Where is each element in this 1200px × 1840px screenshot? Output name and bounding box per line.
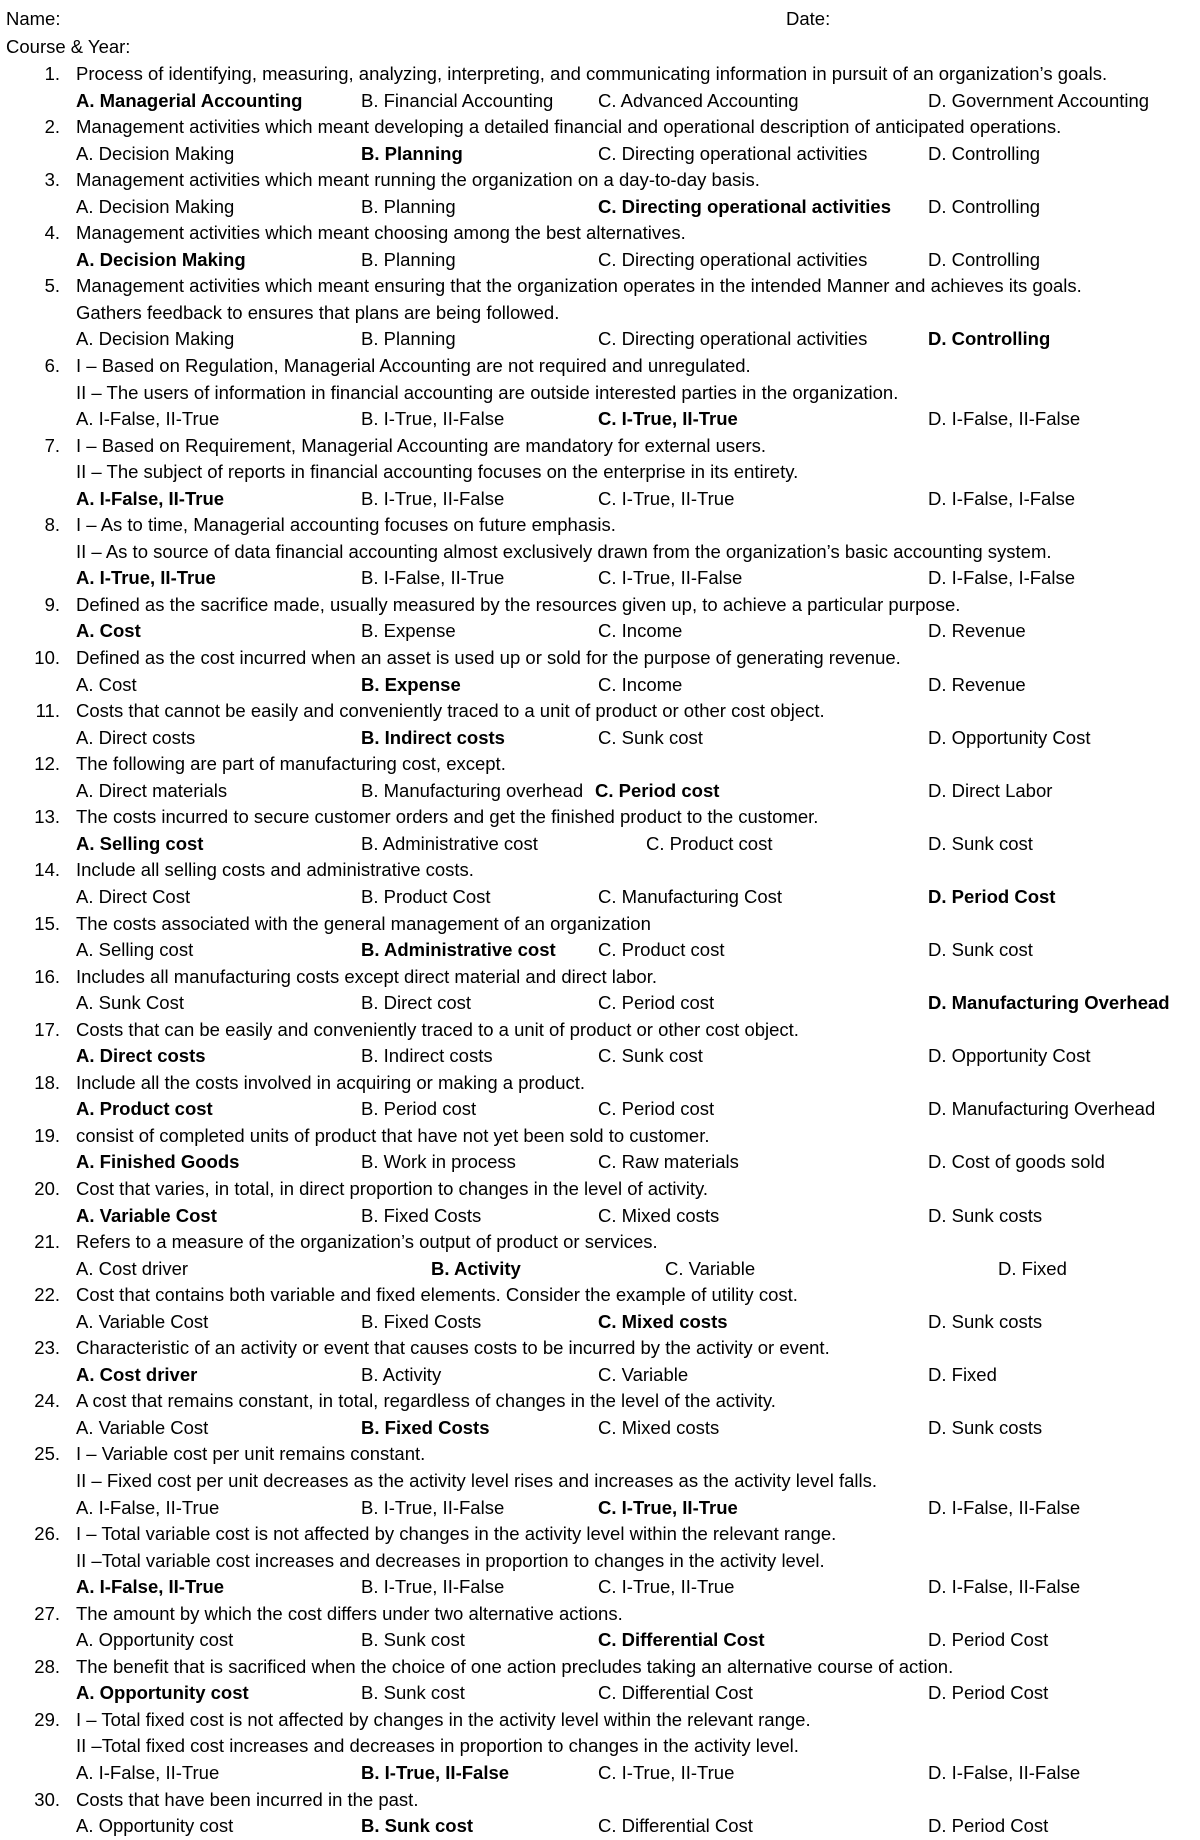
options-row <box>0 565 1200 592</box>
option-c: C. Directing operational activities <box>598 142 868 164</box>
question-text: II – As to source of data financial accounting almost exclusively drawn from the organization’s basic accounting system. <box>76 540 1052 562</box>
option-b: B. Administrative cost <box>361 832 538 854</box>
option-a-answer: A. I-False, II-True <box>76 487 225 509</box>
option-d: D. Sunk cost <box>928 939 1033 961</box>
options-row <box>0 247 1200 274</box>
question-text: Cost that varies, in total, in direct proportion to changes in the level of activity. <box>76 1177 709 1199</box>
question-stem-line <box>0 167 1200 194</box>
question-number: 13. <box>34 806 60 828</box>
question-text: I – Total variable cost is not affected by changes in the activity level within the relevant range. <box>76 1523 837 1545</box>
option-d: D. Revenue <box>928 620 1026 642</box>
question-number: 23. <box>34 1337 60 1359</box>
option-a: A. Opportunity cost <box>76 1629 234 1651</box>
option-a-answer: A. I-False, II-True <box>76 1576 225 1598</box>
option-c: C. I-True, II-False <box>598 567 743 589</box>
option-d: D. Sunk cost <box>928 832 1033 854</box>
question-stem-line <box>0 698 1200 725</box>
question-text: I – As to time, Managerial accounting focuses on future emphasis. <box>76 514 616 536</box>
question-text: The amount by which the cost differs under two alternative actions. <box>76 1602 623 1624</box>
option-d: D. I-False, I-False <box>928 567 1075 589</box>
option-c: C. Sunk cost <box>598 726 703 748</box>
question-text: Management activities which meant running the organization on a day-to-day basis. <box>76 169 760 191</box>
options-row <box>0 1362 1200 1389</box>
option-b: B. I-False, II-True <box>361 567 505 589</box>
question-number: 20. <box>34 1177 60 1199</box>
option-b: B. Work in process <box>361 1151 516 1173</box>
option-c: C. Differential Cost <box>598 1682 753 1704</box>
option-a: A. Variable Cost <box>76 1310 209 1332</box>
option-c: C. Product cost <box>646 832 773 854</box>
option-d: D. Opportunity Cost <box>928 1045 1091 1067</box>
question-number: 14. <box>34 859 60 881</box>
question-stem-line <box>0 220 1200 247</box>
question-number: 1. <box>44 63 60 84</box>
options-row <box>0 884 1200 911</box>
option-b: B. I-True, II-False <box>361 487 505 509</box>
options-row <box>0 1813 1200 1840</box>
question-number: 4. <box>44 222 60 244</box>
options-row <box>0 1680 1200 1707</box>
question-text: Management activities which meant developing a detailed financial and operational description of anticipated operations. <box>76 116 1062 138</box>
question-stem-line <box>0 1601 1200 1628</box>
option-a: A. I-False, II-True <box>76 1496 220 1518</box>
question-stem-line <box>0 804 1200 831</box>
option-a: A. Cost <box>76 673 137 695</box>
options-row <box>0 141 1200 168</box>
question-number: 24. <box>34 1390 60 1412</box>
option-d: D. Controlling <box>928 142 1041 164</box>
question-text: Costs that can be easily and conveniently traced to a unit of product or other cost object. <box>76 1018 799 1040</box>
option-a: A. Decision Making <box>76 195 235 217</box>
question-number: 17. <box>34 1018 60 1040</box>
options-row <box>0 1627 1200 1654</box>
question-item <box>0 1229 1200 1282</box>
option-c-answer: C. Mixed costs <box>598 1310 728 1332</box>
option-b: B. Direct cost <box>361 992 471 1014</box>
question-text: I – Total fixed cost is not affected by changes in the activity level within the relevant range. <box>76 1708 811 1730</box>
question-stem-line <box>0 1017 1200 1044</box>
option-d: D. I-False, II-False <box>928 408 1081 430</box>
option-a: A. Selling cost <box>76 939 194 961</box>
option-c: C. Sunk cost <box>598 1045 703 1067</box>
question-item <box>0 1282 1200 1335</box>
question-item <box>0 804 1200 857</box>
question-item <box>0 1017 1200 1070</box>
options-row <box>0 1149 1200 1176</box>
option-c: C. Product cost <box>598 939 725 961</box>
option-b-answer: B. Fixed Costs <box>361 1416 490 1438</box>
question-item <box>0 433 1200 513</box>
question-text: Characteristic of an activity or event that causes costs to be incurred by the activity or event. <box>76 1337 830 1359</box>
question-item <box>0 114 1200 167</box>
question-text: Management activities which meant choosing among the best alternatives. <box>76 222 686 244</box>
question-stem-line <box>0 857 1200 884</box>
question-number: 2. <box>44 116 60 138</box>
question-item <box>0 964 1200 1017</box>
options-row <box>0 1096 1200 1123</box>
option-a-answer: A. Direct costs <box>76 1045 206 1067</box>
question-item <box>0 512 1200 592</box>
option-d: D. Period Cost <box>928 1815 1049 1837</box>
option-d: D. I-False, II-False <box>928 1762 1081 1783</box>
option-b: B. Fixed Costs <box>361 1204 482 1226</box>
options-row <box>0 990 1200 1017</box>
option-c: C. Period cost <box>598 1098 715 1120</box>
option-a: A. Sunk Cost <box>76 992 184 1014</box>
name-label: Name: <box>6 8 61 29</box>
question-number: 7. <box>44 434 60 456</box>
option-b: B. Sunk cost <box>361 1629 465 1651</box>
course-year-label: Course & Year: <box>6 36 131 57</box>
question-text: Process of identifying, measuring, analyzing, interpreting, and communicating information in pursuit of an organization’s goals. <box>76 63 1108 84</box>
option-a: A. I-False, II-True <box>76 408 220 430</box>
option-a-answer: A. Decision Making <box>76 248 246 270</box>
option-d-answer: D. Manufacturing Overhead <box>928 992 1170 1014</box>
option-a-answer: A. I-True, II-True <box>76 567 216 589</box>
question-stem-line <box>0 1548 1200 1575</box>
option-a: A. Direct materials <box>76 779 228 801</box>
option-c-answer: C. I-True, II-True <box>598 408 738 430</box>
question-text: II – Fixed cost per unit decreases as the activity level rises and increases as the activity level falls. <box>76 1469 878 1491</box>
option-b-answer: B. Planning <box>361 142 463 164</box>
option-a: A. Decision Making <box>76 328 235 350</box>
option-d: D. Sunk costs <box>928 1416 1043 1438</box>
options-row <box>0 778 1200 805</box>
question-stem-line <box>0 911 1200 938</box>
option-c-answer: C. Directing operational activities <box>598 195 891 217</box>
question-item <box>0 1441 1200 1521</box>
question-number: 30. <box>34 1788 60 1810</box>
question-number: 21. <box>34 1231 60 1253</box>
question-text: II – The users of information in financial accounting are outside interested parties in the organization. <box>76 381 899 403</box>
option-c: C. Directing operational activities <box>598 248 868 270</box>
question-text: Include all selling costs and administrative costs. <box>76 859 474 881</box>
question-stem-line <box>0 1787 1200 1814</box>
question-stem-line <box>0 1654 1200 1681</box>
question-text: Costs that cannot be easily and conveniently traced to a unit of product or other cost object. <box>76 700 825 722</box>
question-item <box>0 751 1200 804</box>
option-d: D. Fixed <box>998 1257 1067 1279</box>
option-b: B. I-True, II-False <box>361 1496 505 1518</box>
option-d: D. Direct Labor <box>928 779 1053 801</box>
question-text: II –Total fixed cost increases and decreases in proportion to changes in the activity level. <box>76 1735 799 1757</box>
question-stem-line <box>0 1123 1200 1150</box>
option-b-answer: B. I-True, II-False <box>361 1762 510 1783</box>
question-text: Refers to a measure of the organization’s output of product or services. <box>76 1231 658 1253</box>
question-stem-line <box>0 380 1200 407</box>
question-text: I – Variable cost per unit remains constant. <box>76 1443 426 1465</box>
option-a: A. Direct costs <box>76 726 196 748</box>
option-b: B. Manufacturing overhead <box>361 779 584 801</box>
question-number: 15. <box>34 912 60 934</box>
question-text: Defined as the sacrifice made, usually measured by the resources given up, to achieve a particular purpose. <box>76 593 961 615</box>
question-stem-line <box>0 459 1200 486</box>
option-b: B. Expense <box>361 620 456 642</box>
option-b: B. Planning <box>361 328 456 350</box>
option-d: D. Sunk costs <box>928 1310 1043 1332</box>
question-stem-line <box>0 1282 1200 1309</box>
question-number: 8. <box>44 514 60 536</box>
option-d: D. I-False, II-False <box>928 1496 1081 1518</box>
options-row <box>0 1760 1200 1787</box>
question-item <box>0 1176 1200 1229</box>
option-a-answer: A. Cost driver <box>76 1363 198 1385</box>
question-text: The costs incurred to secure customer orders and get the finished product to the customer. <box>76 806 819 828</box>
question-item <box>0 1787 1200 1840</box>
option-b-answer: B. Sunk cost <box>361 1815 474 1837</box>
option-d: D. Revenue <box>928 673 1026 695</box>
question-text: The costs associated with the general management of an organization <box>76 912 651 934</box>
option-c: C. Advanced Accounting <box>598 89 799 111</box>
question-stem-line <box>0 1176 1200 1203</box>
option-c: C. I-True, II-True <box>598 1576 735 1598</box>
question-number: 10. <box>34 647 60 669</box>
question-number: 6. <box>44 355 60 377</box>
option-c: C. I-True, II-True <box>598 1762 735 1783</box>
option-d-answer: D. Period Cost <box>928 885 1056 907</box>
option-a-answer: A. Product cost <box>76 1098 213 1120</box>
question-number: 28. <box>34 1655 60 1677</box>
option-a: A. Variable Cost <box>76 1416 209 1438</box>
question-stem-line <box>0 1441 1200 1468</box>
question-stem-line <box>0 61 1200 88</box>
option-c: C. Directing operational activities <box>598 328 868 350</box>
question-text: Costs that have been incurred in the past. <box>76 1788 419 1810</box>
option-d: D. I-False, II-False <box>928 1576 1081 1598</box>
question-number: 11. <box>35 700 60 722</box>
question-number: 25. <box>34 1443 60 1465</box>
question-stem-line <box>0 751 1200 778</box>
option-a-answer: A. Selling cost <box>76 832 204 854</box>
option-c: C. Income <box>598 673 683 695</box>
option-c: C. Variable <box>665 1257 756 1279</box>
option-b: B. Sunk cost <box>361 1682 465 1704</box>
options-row <box>0 1043 1200 1070</box>
option-d: D. Period Cost <box>928 1682 1049 1704</box>
option-a-answer: A. Managerial Accounting <box>76 89 303 111</box>
question-stem-line <box>0 1388 1200 1415</box>
options-row <box>0 1203 1200 1230</box>
question-number: 3. <box>44 169 60 191</box>
question-text: consist of completed units of product that have not yet been sold to customer. <box>76 1124 710 1146</box>
question-stem-line <box>0 1707 1200 1734</box>
option-d: D. Controlling <box>928 248 1041 270</box>
question-item <box>0 645 1200 698</box>
option-d: D. Government Accounting <box>928 89 1150 111</box>
option-b: B. Planning <box>361 195 456 217</box>
option-b: B. Planning <box>361 248 456 270</box>
question-item <box>0 1123 1200 1176</box>
question-text: The following are part of manufacturing cost, except. <box>76 753 506 775</box>
option-d: D. Cost of goods sold <box>928 1151 1105 1173</box>
question-text: Includes all manufacturing costs except direct material and direct labor. <box>76 965 657 987</box>
option-a-answer: A. Variable Cost <box>76 1204 217 1226</box>
question-stem-line <box>0 433 1200 460</box>
question-number: 29. <box>34 1708 60 1730</box>
option-c-answer: C. Differential Cost <box>598 1629 765 1651</box>
option-d: D. Controlling <box>928 195 1041 217</box>
question-text: Defined as the cost incurred when an asset is used up or sold for the purpose of generating revenue. <box>76 647 901 669</box>
question-item <box>0 1388 1200 1441</box>
option-c: C. Mixed costs <box>598 1204 720 1226</box>
option-b-answer: B. Indirect costs <box>361 726 505 748</box>
question-text: Management activities which meant ensuring that the organization operates in the intended Manner and achieves its goals. <box>76 275 1082 297</box>
option-d: D. I-False, I-False <box>928 487 1075 509</box>
option-a: A. Opportunity cost <box>76 1815 234 1837</box>
option-d: D. Period Cost <box>928 1629 1049 1651</box>
option-c: C. Differential Cost <box>598 1815 753 1837</box>
options-row <box>0 486 1200 513</box>
question-number: 19. <box>34 1124 60 1146</box>
question-text: Gathers feedback to ensures that plans are being followed. <box>76 301 560 323</box>
option-c: C. Variable <box>598 1363 689 1385</box>
question-text: The benefit that is sacrificed when the choice of one action precludes taking an alternative course of action. <box>76 1655 954 1677</box>
question-stem-line <box>0 964 1200 991</box>
option-d: D. Fixed <box>928 1363 997 1385</box>
question-item <box>0 1601 1200 1654</box>
options-row <box>0 1415 1200 1442</box>
option-b-answer: B. Activity <box>431 1257 521 1279</box>
option-d: D. Opportunity Cost <box>928 726 1091 748</box>
option-d-answer: D. Controlling <box>928 328 1051 350</box>
question-number: 18. <box>34 1071 60 1093</box>
question-stem-line <box>0 273 1200 300</box>
options-row <box>0 1309 1200 1336</box>
option-b: B. Financial Accounting <box>361 89 554 111</box>
option-a: A. Direct Cost <box>76 885 191 907</box>
question-item <box>0 61 1200 114</box>
question-stem-line <box>0 300 1200 327</box>
options-row <box>0 1256 1200 1283</box>
question-item <box>0 1707 1200 1787</box>
question-number: 22. <box>34 1284 60 1306</box>
option-a: A. Decision Making <box>76 142 235 164</box>
question-stem-line <box>0 1468 1200 1495</box>
question-item <box>0 220 1200 273</box>
option-d: D. Sunk costs <box>928 1204 1043 1226</box>
options-row <box>0 618 1200 645</box>
question-stem-line <box>0 1335 1200 1362</box>
option-c: C. Period cost <box>598 992 715 1014</box>
option-a: A. I-False, II-True <box>76 1762 220 1783</box>
option-c-answer: C. I-True, II-True <box>598 1496 738 1518</box>
options-row <box>0 88 1200 115</box>
question-stem-line <box>0 1229 1200 1256</box>
question-number: 27. <box>34 1602 60 1624</box>
question-text: Cost that contains both variable and fixed elements. Consider the example of utility cost. <box>76 1284 798 1306</box>
options-row <box>0 194 1200 221</box>
question-item <box>0 911 1200 964</box>
question-stem-line <box>0 645 1200 672</box>
option-c-answer: C. Period cost <box>595 779 720 801</box>
question-stem-line <box>0 1070 1200 1097</box>
options-row <box>0 725 1200 752</box>
option-a-answer: A. Opportunity cost <box>76 1682 249 1704</box>
option-b: B. Fixed Costs <box>361 1310 482 1332</box>
option-d: D. Manufacturing Overhead <box>928 1098 1156 1120</box>
question-text: I – Based on Regulation, Managerial Accounting are not required and unregulated. <box>76 355 751 377</box>
options-row <box>0 937 1200 964</box>
question-item <box>0 1070 1200 1123</box>
option-b-answer: B. Administrative cost <box>361 939 556 961</box>
question-item <box>0 167 1200 220</box>
question-text: A cost that remains constant, in total, regardless of changes in the level of the activity. <box>76 1390 776 1412</box>
option-b-answer: B. Expense <box>361 673 461 695</box>
option-b: B. Indirect costs <box>361 1045 493 1067</box>
option-b: B. I-True, II-False <box>361 408 505 430</box>
option-b: B. Activity <box>361 1363 442 1385</box>
options-row <box>0 1574 1200 1601</box>
options-row <box>0 831 1200 858</box>
question-item <box>0 353 1200 433</box>
option-b: B. I-True, II-False <box>361 1576 505 1598</box>
question-item <box>0 273 1200 353</box>
option-b: B. Product Cost <box>361 885 491 907</box>
question-stem-line <box>0 353 1200 380</box>
question-number: 26. <box>34 1523 60 1545</box>
option-b: B. Period cost <box>361 1098 477 1120</box>
question-item <box>0 1335 1200 1388</box>
option-a: A. Cost driver <box>76 1257 189 1279</box>
option-c: C. Mixed costs <box>598 1416 720 1438</box>
options-row <box>0 672 1200 699</box>
option-c: C. Income <box>598 620 683 642</box>
question-list <box>0 61 1200 1840</box>
question-stem-line <box>0 539 1200 566</box>
question-number: 12. <box>34 753 60 775</box>
option-c: C. Raw materials <box>598 1151 739 1173</box>
question-item <box>0 698 1200 751</box>
question-text: Include all the costs involved in acquiring or making a product. <box>76 1071 586 1093</box>
question-stem-line <box>0 1733 1200 1760</box>
question-text: I – Based on Requirement, Managerial Accounting are mandatory for external users. <box>76 434 767 456</box>
question-stem-line <box>0 592 1200 619</box>
date-label: Date: <box>786 8 831 29</box>
options-row <box>0 326 1200 353</box>
option-c: C. Manufacturing Cost <box>598 885 783 907</box>
option-c: C. I-True, II-True <box>598 487 735 509</box>
question-item <box>0 592 1200 645</box>
option-a-answer: A. Cost <box>76 620 141 642</box>
question-stem-line <box>0 512 1200 539</box>
question-text: II –Total variable cost increases and decreases in proportion to changes in the activity level. <box>76 1549 825 1571</box>
question-stem-line <box>0 1521 1200 1548</box>
question-number: 9. <box>44 593 60 615</box>
question-item <box>0 1521 1200 1601</box>
question-item <box>0 857 1200 910</box>
option-a-answer: A. Finished Goods <box>76 1151 240 1173</box>
options-row <box>0 1495 1200 1522</box>
options-row <box>0 406 1200 433</box>
question-number: 5. <box>44 275 60 297</box>
question-item <box>0 1654 1200 1707</box>
question-number: 16. <box>34 965 60 987</box>
question-stem-line <box>0 114 1200 141</box>
question-text: II – The subject of reports in financial accounting focuses on the enterprise in its entirety. <box>76 461 799 483</box>
